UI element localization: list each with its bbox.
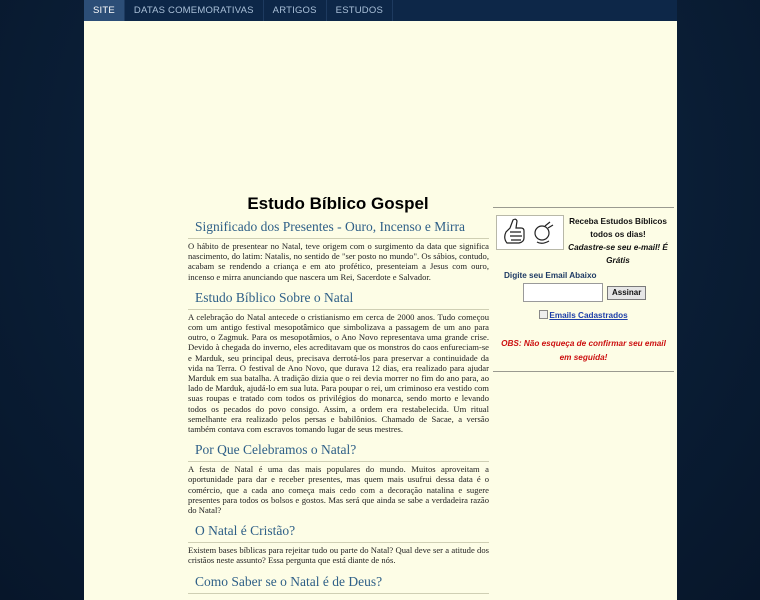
section-text: O hábito de presentear no Natal, teve origem com o surgimento da data que significa nascimento, do latim: Natalis, no sentido de "ser posto no mundo". Os sábios, contudo, acabam se rendendo a criança e em ato profético, presenteiam a Jesus com ouro, incenso e mirra anunciando que nascera um Rei, Sacerdote e Salvador. (188, 241, 489, 282)
subscribe-button[interactable]: Assinar (607, 286, 646, 300)
section-heading[interactable]: Como Saber se o Natal é de Deus? (188, 572, 489, 594)
section-heading[interactable]: Por Que Celebramos o Natal? (188, 440, 489, 462)
confirmation-note: OBS: Não esqueça de confirmar seu email em seguida! (493, 323, 674, 372)
nav-item-datas-comemorativas[interactable]: DATAS COMEMORATIVAS (125, 0, 264, 21)
email-label: Digite seu Email Abaixo (504, 271, 597, 280)
thumbs-up-icon (496, 215, 564, 250)
section-heading[interactable]: Significado dos Presentes - Ouro, Incenso e Mirra (188, 217, 489, 239)
section-text: Existem bases bíblicas para rejeitar tudo ou parte do Natal? Qual deve ser a atitude dos cristãos neste assunto? Essa pergunta que está diante de nós. (188, 545, 489, 566)
nav-item-artigos[interactable]: ARTIGOS (264, 0, 327, 21)
top-nav (84, 0, 677, 21)
promo-text (564, 215, 672, 267)
promo-subline: Cadastre-se seu e-mail! É Grátis (568, 243, 668, 265)
registered-emails-row (493, 302, 674, 323)
main-column (188, 217, 489, 600)
section-heading[interactable]: O Natal é Cristão? (188, 521, 489, 543)
subscribe-form (493, 280, 674, 302)
promo-headline: Receba Estudos Bíblicos todos os dias! (569, 217, 667, 239)
section-heading[interactable]: Estudo Bíblico Sobre o Natal (188, 288, 489, 310)
page-content (84, 21, 677, 600)
registered-emails-link[interactable]: Emails Cadastrados (549, 311, 628, 320)
image-placeholder-icon (539, 310, 548, 319)
newsletter-promo (493, 208, 674, 267)
nav-item-estudos[interactable]: ESTUDOS (327, 0, 393, 21)
sidebar (493, 207, 674, 372)
section-text: A festa de Natal é uma das mais populares do mundo. Muitos aproveitam a oportunidade para dar e receber presentes, mas quem mais usufrui dessa data é o comércio, que a cada ano começa mais cedo com a decoração natalina e sugere presentes para todos os bolsos e gostos. Mas será que ainda se sabe a verdadeira razão do Natal? (188, 464, 489, 516)
section-text: A celebração do Natal antecede o cristianismo em cerca de 2000 anos. Tudo começou com um antigo festival mesopotâmico que simbolizava a passagem de um ano para outro, o Zagmuk. Para os mesopotâmios, o Ano Novo representava uma grande crise. Devido à chegada do inverno, eles acreditavam que os monstros do caos enfureciam-se e Marduk, seu principal deus, precisava derrotá-los para preservar a continuidade da vida na Terra. O festival de Ano Novo, que durava 12 dias, era realizado para ajudar Marduk em sua batalha. A tradição dizia que o rei devia morrer no fim do ano para, ao lado de Marduk, ajudá-lo em sua luta. Para poupar o rei, um criminoso era vestido com suas roupas e tratado com todos os privilégios do monarca, sendo morto e levando todos os pecados do povo consigo. Assim, a ordem era restabelecida. Um ritual semelhante era realizado pelos persas e babilônios. Chamado de Sacae, a versão também contava com escravos tomando lugar de seus mestres. (188, 311, 489, 435)
email-input[interactable] (523, 283, 603, 302)
page-title: Estudo Bíblico Gospel (247, 194, 429, 213)
nav-item-site[interactable]: SITE (84, 0, 125, 21)
